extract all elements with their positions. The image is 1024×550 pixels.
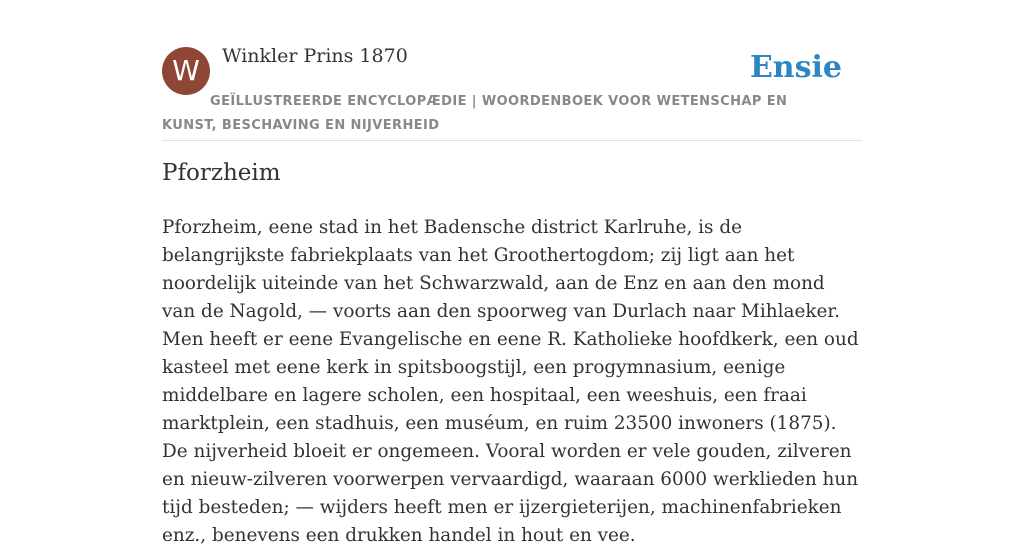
source-header (162, 0, 862, 141)
source-subtitle: GEÏLLUSTREERDE ENCYCLOPÆDIE | WOORDENBOEK VOOR WETENSCHAP EN KUNST, BESCHAVING EN NIJVERHEID (162, 94, 788, 133)
article-body: Pforzheim, eene stad in het Badensche district Karlruhe, is de belangrijkste fabriekplaats van het Groothertogdom; zij ligt aan het noordelijk uiteinde van het Schwarzwald, aan de Enz en aan den mond van de Nagold, — voorts aan den spoorweg van Durlach naar Mihlaeker. Men heeft er eene Evangelische en eene R. Katholieke hoofdkerk, een oud kasteel met eene kerk in spitsboogstijl, een progymnasium, eenige middelbare en lagere scholen, een hospitaal, een weeshuis, een fraai marktplein, een stadhuis, een muséum, en ruim 23500 inwoners (1875). De nijverheid bloeit er ongemeen. Vooral worden er vele gouden, zilveren en nieuw-zilveren voorwerpen vervaardigd, waaraan 6000 werklieden hun tijd besteden; — wijders heeft men er ijzergieterijen, machinenfabrieken enz., benevens een drukken handel in hout en vee. (162, 217, 859, 546)
article-title: Pforzheim (162, 160, 281, 186)
page (162, 0, 862, 546)
source-avatar[interactable]: W (162, 47, 210, 95)
source-title[interactable]: Winkler Prins 1870 (222, 45, 408, 67)
ensie-logo[interactable]: Ensie (749, 50, 842, 85)
